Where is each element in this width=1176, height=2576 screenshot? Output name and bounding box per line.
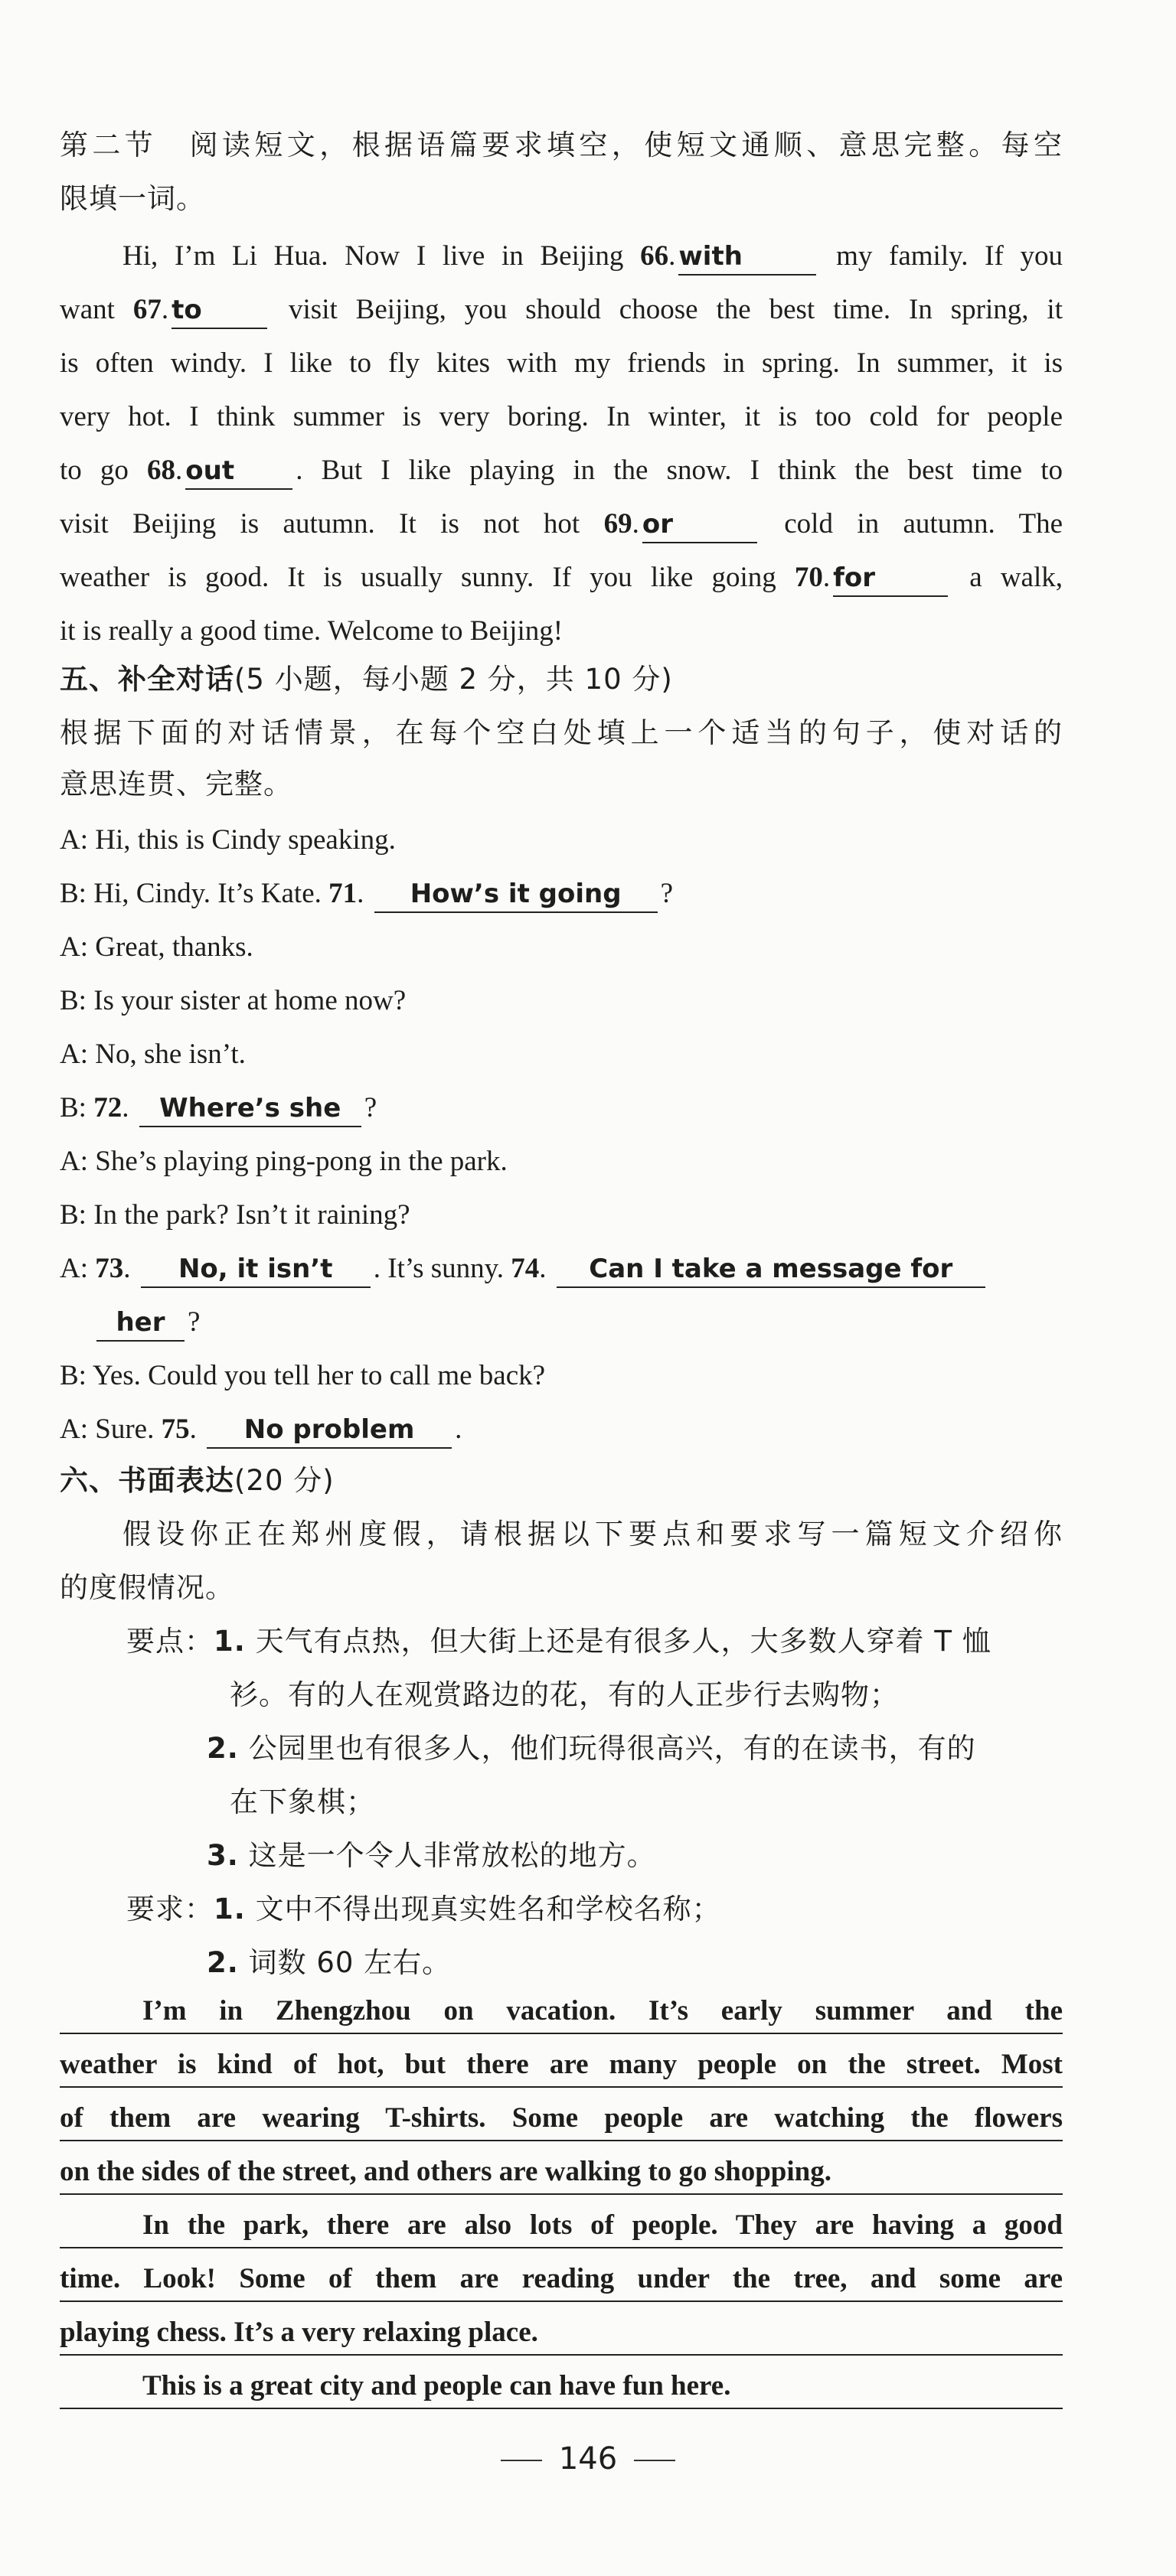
passage-line-8: it is really a good time. Welcome to Beijing! [60,615,564,647]
passage-line-2 [60,287,1063,333]
dialog-line-6: B: 72. Where’s she ? [60,1085,1063,1131]
question-number-72: 72 [93,1092,122,1123]
passage-line-5 [60,448,1063,494]
requirement-number: 2. [207,1946,239,1979]
section6-score-note: (20 分) [234,1464,335,1497]
dialog-text: . [455,1414,462,1445]
point-number: 2. [207,1732,239,1765]
question-number-66: 66 [640,240,669,272]
section6-prompt-line2: 的度假情况。 [60,1571,234,1604]
answer-70: for [833,560,948,597]
question-number-68: 68 [147,455,176,486]
question-number-75: 75 [161,1414,190,1445]
essay-line-7: playing chess. It’s a very relaxing place. [60,2311,1063,2356]
page-number [0,2441,1176,2477]
answer-69: or [642,507,757,543]
point-number: 3. [207,1839,239,1872]
essay-line-8: This is a great city and people can have fun here. [60,2365,1063,2409]
dialog-line-9: A: 73. No, it isn’t . It’s sunny. 74. Can I take a message for [60,1246,1063,1292]
dialog-text: B: [60,1092,94,1123]
section2-title-line1: 第二节 阅读短文，根据语篇要求填空，使短文通顺、意思完整。每空 [60,129,1063,161]
points-line-3 [207,1726,1063,1772]
dialog-line-10 [96,1299,1063,1345]
dialog-text: A: [60,1253,96,1284]
question-number-73: 73 [95,1253,124,1284]
requirements-line-1 [126,1886,1129,1932]
answer-75: No problem [207,1412,452,1449]
dash-right [634,2460,675,2461]
passage-line-3: is often windy. I like to fly kites with my friends in spring. In summer, it is [60,347,1063,379]
section5-title: 五、补全对话 [60,663,234,696]
passage-text: weather is good. It is usually sunny. If you like going [60,562,795,593]
dash-left [501,2460,542,2461]
essay-line-2: weather is kind of hot, but there are many people on the street. Most [60,2043,1063,2088]
points-label: 要点： [126,1625,214,1658]
passage-text: a walk, [951,562,1063,593]
essay-line-5: In the park, there are also lots of people. They are having a good [60,2204,1063,2248]
passage-text: visit Beijing, you should choose the best time. In spring, it [270,294,1063,325]
section5-score-note: (5 小题，每小题 2 分，共 10 分) [234,663,673,696]
points-line-4: 在下象棋； [230,1785,375,1818]
question-number-74: 74 [511,1253,540,1284]
dialog-line-1: A: Hi, this is Cindy speaking. [60,824,396,856]
points-line-1 [126,1619,1063,1665]
dialog-line-11: B: Yes. Could you tell her to call me back? [60,1360,546,1391]
requirements-line-2 [207,1940,1063,1986]
passage-text: . [668,240,676,272]
passage-line-7 [60,555,1063,601]
dialog-line-8: B: In the park? Isn’t it raining? [60,1199,410,1231]
answer-66: with [678,239,816,276]
passage-line-4: very hot. I think summer is very boring. In winter, it is too cold for people [60,401,1063,432]
question-number-71: 71 [328,878,358,909]
answer-67: to [172,292,267,329]
dialog-text: B: Hi, Cindy. It’s Kate. [60,878,329,909]
dialog-text: ? [188,1306,201,1338]
dialog-line-3: A: Great, thanks. [60,931,253,963]
requirement-text: 文中不得出现真实姓名和学校名称； [255,1893,721,1925]
passage-line-1 [122,233,1063,279]
point-text: 公园里也有很多人，他们玩得很高兴，有的在读书，有的 [248,1732,976,1765]
passage-line-6 [60,501,1063,547]
question-number-70: 70 [794,562,823,593]
points-line-2: 衫。有的人在观赏路边的花，有的人正步行去购物； [230,1678,899,1711]
passage-text: visit Beijing is autumn. It is not hot [60,508,604,540]
section6-prompt-line1: 假设你正在郑州度假，请根据以下要点和要求写一篇短文介绍你 [122,1518,1063,1550]
dialog-line-5: A: No, she isn’t. [60,1039,246,1070]
answer-72: Where’s she [139,1091,361,1127]
passage-text: . [632,508,639,540]
section6-title: 六、书面表达 [60,1464,234,1497]
points-line-5 [207,1833,1063,1879]
answer-74-part1: Can I take a message for [557,1251,985,1288]
dialog-text: ? [660,878,674,909]
question-number-69: 69 [603,508,632,540]
answer-71: How’s it going [374,876,658,913]
dialog-line-12: A: Sure. 75. No problem . [60,1407,1063,1453]
passage-text: . [175,455,183,486]
section5-instruction-line2: 意思连贯、完整。 [60,768,292,801]
essay-line-1: I’m in Zhengzhou on vacation. It’s early summer and the [60,1990,1063,2034]
dialog-text: ? [364,1092,377,1123]
dialog-line-2: B: Hi, Cindy. It’s Kate. 71. How’s it going ? [60,871,1063,917]
dialog-line-7: A: She’s playing ping-pong in the park. [60,1146,508,1177]
passage-text: . [161,294,169,325]
passage-text: . [822,562,831,593]
passage-text: Hi, I’m Li Hua. Now I live in Beijing [122,240,641,272]
requirement-text: 词数 60 左右。 [248,1946,452,1979]
passage-text: my family. If you [819,240,1063,272]
section6-heading [60,1458,1063,1504]
section5-instruction-line1: 根据下面的对话情景，在每个空白处填上一个适当的句子，使对话的 [60,716,1063,749]
requirement-number: 1. [214,1893,246,1925]
requirements-label: 要求： [126,1893,214,1925]
passage-text: to go [60,455,148,486]
point-text: 天气有点热，但大街上还是有很多人，大多数人穿着 T 恤 [255,1625,991,1658]
essay-line-4: on the sides of the street, and others are walking to go shopping. [60,2150,1063,2195]
point-text: 这是一个令人非常放松的地方。 [248,1839,656,1872]
dialog-text: A: Sure. [60,1414,162,1445]
answer-73: No, it isn’t [141,1251,371,1288]
answer-74-part2: her [96,1305,185,1342]
essay-line-3: of them are wearing T-shirts. Some people are watching the flowers [60,2097,1063,2141]
point-number: 1. [214,1625,246,1658]
essay-line-6: time. Look! Some of them are reading under the tree, and some are [60,2258,1063,2302]
passage-text: cold in autumn. The [760,508,1063,540]
passage-text: . But I like playing in the snow. I think the best time to [296,455,1063,486]
question-number-67: 67 [132,294,162,325]
dialog-line-4: B: Is your sister at home now? [60,985,407,1016]
passage-text: want [60,294,133,325]
section5-heading [60,657,1063,703]
answer-68: out [185,453,292,490]
section2-title-line2: 限填一词。 [60,182,205,215]
page-number-text: 146 [558,2441,618,2477]
dialog-text: . It’s sunny. [373,1253,511,1284]
